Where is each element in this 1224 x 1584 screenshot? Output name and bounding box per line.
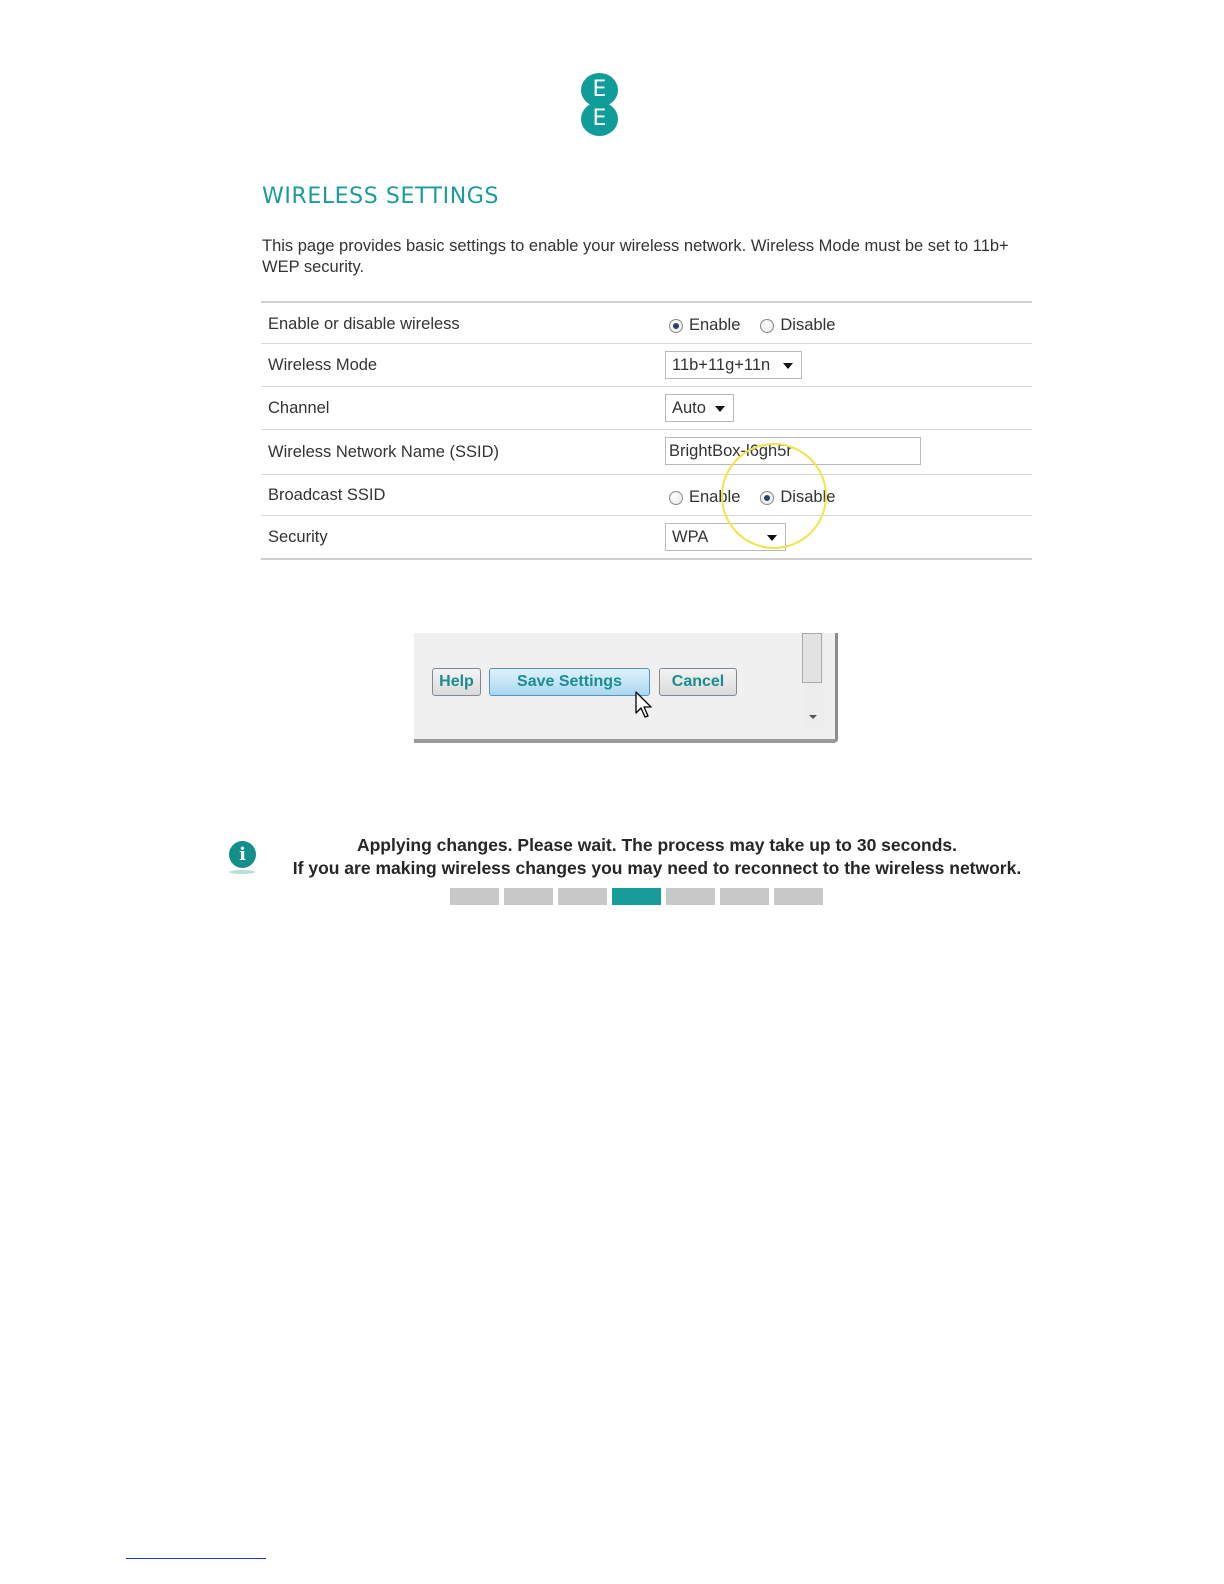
progress-segment bbox=[666, 888, 715, 905]
radio-label: Disable bbox=[780, 316, 836, 334]
radio-selected-icon[interactable] bbox=[669, 319, 683, 333]
row-wireless-mode bbox=[261, 344, 1032, 387]
row-channel bbox=[261, 387, 1032, 430]
ssid-input[interactable]: BrightBox-l6gh5r bbox=[665, 437, 921, 465]
security-value: WPA bbox=[672, 527, 709, 546]
info-icon: i bbox=[229, 841, 257, 875]
row-security bbox=[261, 516, 1032, 558]
security-label: Security bbox=[268, 528, 328, 546]
progress-bar bbox=[450, 888, 823, 905]
wireless-mode-label: Wireless Mode bbox=[268, 356, 378, 374]
progress-segment-active bbox=[612, 888, 661, 905]
wireless-settings-table bbox=[261, 301, 1032, 560]
row-enable-wireless bbox=[261, 303, 1032, 344]
wireless-mode-select[interactable] bbox=[665, 351, 802, 379]
row-broadcast-ssid bbox=[261, 475, 1032, 516]
scrollbar-thumb[interactable] bbox=[802, 633, 822, 683]
progress-segment bbox=[450, 888, 499, 905]
logo-letter-2: E bbox=[581, 102, 618, 136]
button-panel bbox=[414, 633, 838, 743]
save-settings-button[interactable]: Save Settings bbox=[489, 668, 650, 696]
enable-wireless-radio-group bbox=[669, 316, 835, 335]
progress-segment bbox=[504, 888, 553, 905]
progress-segment bbox=[558, 888, 607, 905]
help-button[interactable]: Help bbox=[432, 668, 481, 696]
broadcast-ssid-label: Broadcast SSID bbox=[268, 486, 386, 504]
page-intro: This page provides basic settings to enable your wireless network. Wireless Mode must be set to 11b+ WEP security. bbox=[262, 237, 1009, 276]
enable-wireless-label: Enable or disable wireless bbox=[268, 315, 460, 333]
mouse-pointer-icon bbox=[635, 691, 655, 719]
radio-label: Enable bbox=[689, 488, 741, 506]
progress-segment bbox=[720, 888, 769, 905]
cancel-button[interactable]: Cancel bbox=[659, 668, 737, 696]
logo-letter-1: E bbox=[581, 73, 618, 107]
chevron-down-icon[interactable] bbox=[715, 406, 725, 412]
chevron-down-icon[interactable] bbox=[783, 363, 793, 369]
applying-changes-message bbox=[262, 834, 1052, 880]
ee-logo bbox=[581, 73, 618, 137]
radio-unselected-icon[interactable] bbox=[669, 491, 683, 505]
row-ssid bbox=[261, 430, 1032, 475]
message-line-1: Applying changes. Please wait. The process may take up to 30 seconds. bbox=[356, 835, 958, 855]
enable-wireless-option-enable[interactable] bbox=[669, 316, 740, 335]
enable-wireless-option-disable[interactable] bbox=[760, 316, 835, 335]
highlight-circle bbox=[721, 443, 827, 549]
radio-unselected-icon[interactable] bbox=[760, 319, 774, 333]
radio-label: Enable bbox=[689, 316, 741, 334]
radio-label: Disable bbox=[780, 488, 836, 506]
message-line-2: If you are making wireless changes you may need to reconnect to the wireless network. bbox=[292, 858, 1022, 878]
footnote-divider bbox=[126, 1558, 266, 1559]
ssid-label: Wireless Network Name (SSID) bbox=[268, 443, 500, 461]
channel-label: Channel bbox=[268, 399, 330, 417]
channel-value: Auto bbox=[672, 398, 706, 417]
channel-select[interactable] bbox=[665, 394, 734, 422]
progress-segment bbox=[774, 888, 823, 905]
page-title: WIRELESS SETTINGS bbox=[262, 184, 500, 209]
scroll-down-arrow-icon[interactable] bbox=[809, 715, 817, 719]
wireless-mode-value: 11b+11g+11n bbox=[672, 355, 771, 374]
